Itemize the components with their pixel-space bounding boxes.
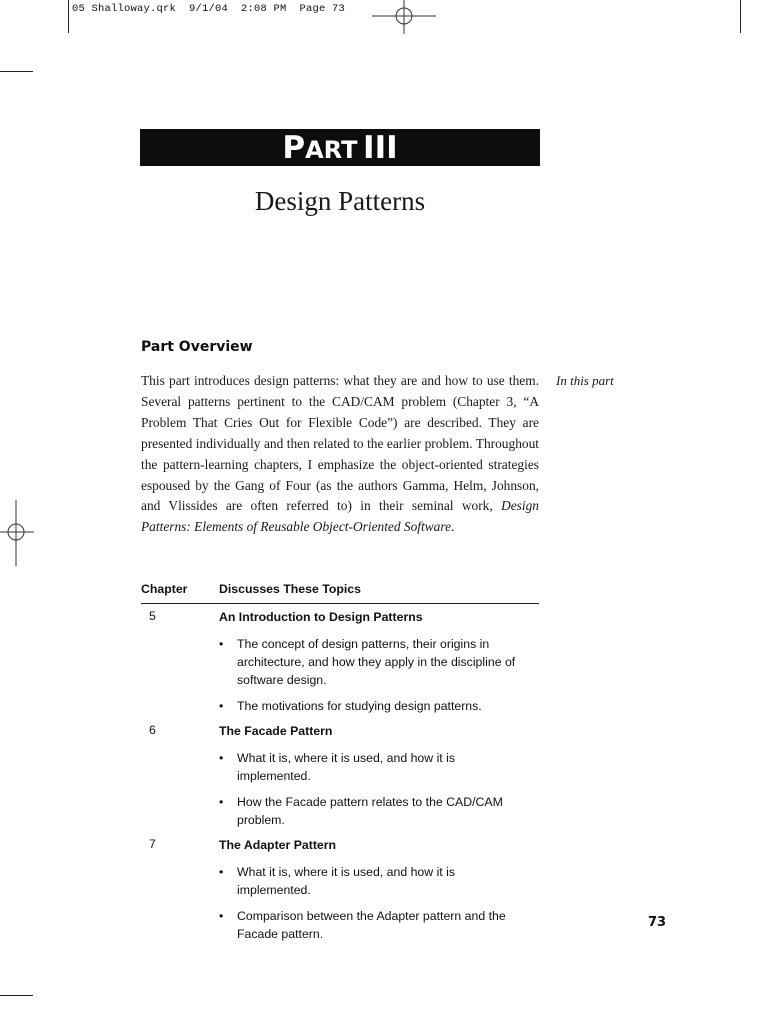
overview-text-end: .: [451, 519, 455, 535]
crop-mark-left-top: [0, 71, 33, 72]
chapter-table: [141, 609, 539, 951]
table-row: [141, 609, 539, 723]
topic-text: How the Facade pattern relates to the CAD/CAM problem.: [237, 795, 503, 827]
bullet-icon: •: [219, 909, 224, 923]
topic-item: [219, 697, 527, 723]
bullet-icon: •: [219, 637, 224, 651]
column-header-topics: Discusses These Topics: [219, 582, 361, 596]
crop-mark-top-right: [740, 0, 741, 33]
topic-item: [219, 793, 527, 837]
crop-mark-top-left: [68, 0, 69, 33]
chapter-number: 6: [149, 723, 156, 737]
chapter-title: An Introduction to Design Patterns: [219, 610, 423, 624]
chapter-number: 7: [149, 837, 156, 851]
topic-text: What it is, where it is used, and how it is implemented.: [237, 751, 456, 783]
printer-slug: 05 Shalloway.qrk 9/1/04 2:08 PM Page 73: [72, 3, 346, 15]
bullet-icon: •: [219, 795, 224, 809]
part-banner: [140, 129, 540, 166]
column-header-chapter: Chapter: [141, 582, 188, 596]
crop-mark-left-bottom: [0, 995, 33, 996]
bullet-icon: •: [219, 699, 224, 713]
chapter-title: The Facade Pattern: [219, 724, 333, 738]
topic-text: The concept of design patterns, their origins in architecture, and how they apply in the discipline of software design.: [237, 637, 516, 687]
part-label-initial: P: [282, 130, 306, 166]
table-row: [141, 837, 539, 951]
section-heading: Part Overview: [141, 339, 253, 355]
topic-item: [219, 907, 527, 951]
part-label-rest: ART: [305, 136, 358, 164]
topic-item: [219, 749, 527, 793]
part-title: Design Patterns: [254, 186, 426, 216]
part-numeral: III: [363, 130, 398, 166]
topic-text: Comparison between the Adapter pattern and the Facade pattern.: [237, 909, 506, 941]
topic-text: The motivations for studying design patterns.: [237, 699, 482, 713]
table-row: [141, 723, 539, 837]
topic-text: What it is, where it is used, and how it is implemented.: [237, 865, 456, 897]
page-number: 73: [648, 915, 667, 930]
table-rule: [141, 603, 539, 604]
bullet-icon: •: [219, 865, 224, 879]
registration-mark-left-icon: [0, 500, 34, 566]
book-title: Design Patterns: Elements of Reusable Object-Oriented Software: [141, 498, 539, 535]
topic-item: [219, 635, 527, 697]
overview-paragraph: [141, 371, 539, 538]
chapter-number: 5: [149, 609, 156, 623]
topic-item: [219, 863, 527, 907]
registration-mark-top-icon: [372, 0, 436, 34]
chapter-title: The Adapter Pattern: [219, 838, 337, 852]
margin-note: In this part: [556, 373, 614, 388]
overview-text: This part introduces design patterns: what they are and how to use them. Several patterns pertinent to the CAD/CAM problem (Chapter 3, “A Problem That Cries Out for Flexible Code”) are described. They are presented individually and then related to the earlier problem. Throughout the pattern-learning chapters, I emphasize the object-oriented strategies espoused by the Gang of Four (as the authors Gamma, Helm, Johnson, and Vlissides are often referred to) in their seminal work,: [141, 373, 539, 514]
bullet-icon: •: [219, 751, 224, 765]
